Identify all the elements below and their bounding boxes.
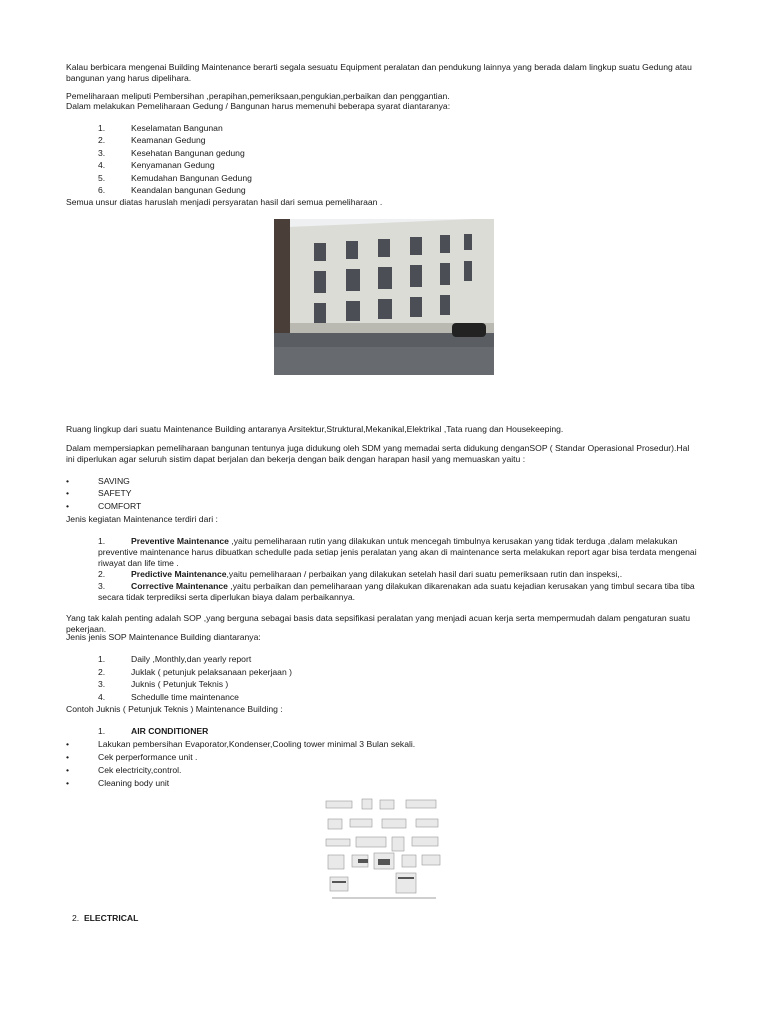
list-item: 2. Juklak ( petunjuk pelaksanaan pekerjaan ): [98, 667, 292, 677]
list-item: • SAVING: [66, 476, 130, 486]
list-item: 1. Keselamatan Bangunan: [98, 123, 223, 133]
building-photo: [274, 219, 494, 375]
preparation-paragraph: Dalam mempersiapkan pemeliharaan bangunan tentunya juga didukung oleh SDM yang memadai serta didukung denganSOP ( Standar Operasional Prosedur).Hal ini diperlukan agar seluruh sistim dapat berjalan dan bekerja dengan baik dengan harapan hasil yang memuaskan yaitu :: [66, 443, 690, 464]
list-item: 3. Juknis ( Petunjuk Teknis ): [98, 679, 229, 689]
list-item: 3. Corrective Maintenance ,yaitu perbaikan dan pemeliharaan yang dilakukan dikarenakan ada suatu kejadian kerusakan yang timbul secara tiba tiba secara tidak terprediksi serta diperlukan biaya dalam perbaikannya.: [98, 581, 695, 602]
section-heading-electrical: 2. ELECTRICAL: [72, 913, 139, 923]
scope-paragraph: Ruang lingkup dari suatu Maintenance Building antaranya Arsitektur,Struktural,Mekanikal,Elektrikal ,Tata ruang dan Housekeeping.: [66, 424, 564, 434]
sop-paragraph: Yang tak kalah penting adalah SOP ,yang berguna sebagai basis data sepsifikasi peralatan yang menjadi acuan kerja serta mempermudah dalam pengaturan suatu pekerjaan.: [66, 613, 691, 634]
list-item: • SAFETY: [66, 488, 132, 498]
list-item: • Lakukan pembersihan Evaporator,Kondenser,Cooling tower minimal 3 Bulan sekali.: [66, 739, 416, 749]
list-item: 6. Keandalan bangunan Gedung: [98, 185, 246, 195]
list-item: 4. Kenyamanan Gedung: [98, 160, 215, 170]
example-intro: Contoh Juknis ( Petunjuk Teknis ) Maintenance Building :: [66, 704, 283, 714]
list-item: • Cek perperformance unit .: [66, 752, 198, 762]
list-item: • Cek electricity,control.: [66, 765, 182, 775]
list-item: 4. Schedulle time maintenance: [98, 692, 239, 702]
intro-paragraph: Kalau berbicara mengenai Building Maintenance berarti segala sesuatu Equipment peralatan dan pendukung lainnya yang berada dalam lingkup suatu Gedung atau bangunan yang harus dipelihara.: [66, 62, 692, 83]
air-conditioner-units-image: [322, 797, 446, 903]
requirements-intro: Dalam melakukan Pemeliharaan Gedung / Bangunan harus memenuhi beberapa syarat diantaranya:: [66, 101, 451, 111]
list-item: 1. Daily ,Monthly,dan yearly report: [98, 654, 252, 664]
list-item: 2. Predictive Maintenance,yaitu pemeliharaan / perbaikan yang dilakukan setelah hasil dari suatu pemeriksaan rutin dan inspeksi,.: [98, 569, 623, 579]
list-item: • Cleaning body unit: [66, 778, 170, 788]
list-item: • COMFORT: [66, 501, 142, 511]
list-item: 1. Preventive Maintenance ,yaitu pemeliharaan rutin yang dilakukan untuk mencegah timbulnya kerusakan yang tidak terduga ,dalam melakukan preventive maintenance harus dibuatkan schedulle pada setiap jenis peralatan yang akan di maintenance serta melakukan report agar bisa terdata mengenai riwayat dan life time .: [98, 536, 697, 568]
list-item: 5. Kemudahan Bangunan Gedung: [98, 173, 252, 183]
sop-types-intro: Jenis jenis SOP Maintenance Building diantaranya:: [66, 632, 261, 642]
section-heading-ac: 1. AIR CONDITIONER: [98, 726, 209, 736]
list-item: 3. Kesehatan Bangunan gedung: [98, 148, 245, 158]
maintenance-types-intro: Jenis kegiatan Maintenance terdiri dari :: [66, 514, 218, 524]
requirements-summary: Semua unsur diatas haruslah menjadi persyaratan hasil dari semua pemeliharaan .: [66, 197, 383, 207]
maintenance-scope-paragraph: Pemeliharaan meliputi Pembersihan ,perapihan,pemeriksaan,pengukian,perbaikan dan penggantian.: [66, 91, 450, 101]
list-item: 2. Keamanan Gedung: [98, 135, 206, 145]
